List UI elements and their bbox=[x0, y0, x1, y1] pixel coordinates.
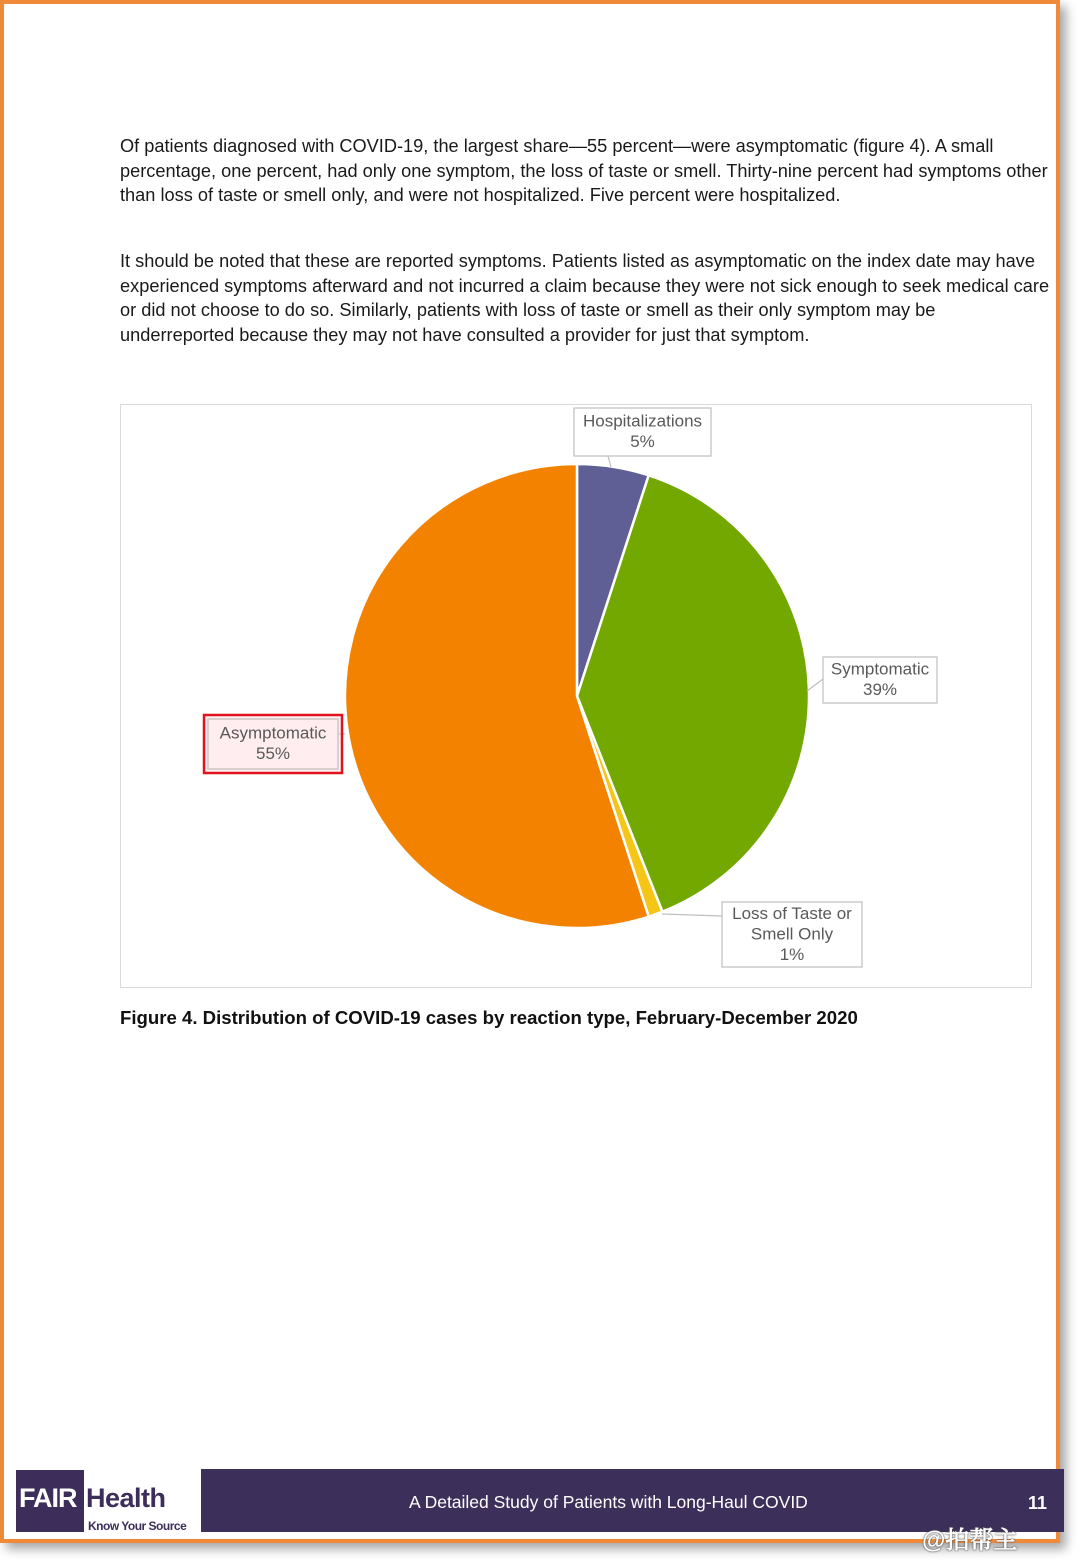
callout-leader-loss-of-taste-or-smell-only bbox=[662, 914, 722, 916]
pie-chart bbox=[121, 405, 1031, 987]
data-label-value-hospitalizations: 5% bbox=[630, 432, 655, 451]
logo-tagline: Know Your Source bbox=[88, 1519, 187, 1533]
data-label-value-asymptomatic: 55% bbox=[255, 744, 291, 763]
pie-chart-frame bbox=[120, 404, 1032, 988]
data-label-value-symptomatic: 39% bbox=[862, 680, 898, 699]
logo-fair-text: FAIR bbox=[19, 1483, 77, 1513]
watermark-text: @拍帮主 bbox=[922, 1527, 1018, 1554]
body-paragraph-1: Of patients diagnosed with COVID-19, the largest share—55 percent—were asymptomatic (figure 4). A small percentage, one percent, had only one symptom, the loss of taste or smell. Thirty-nine percent had symptoms other than loss of taste or smell only, and were not hospitalized. Five percent were hospitalized. bbox=[120, 136, 1048, 206]
figure-caption: Figure 4. Distribution of COVID-19 cases by reaction type, February-December 2020 bbox=[120, 1007, 858, 1028]
data-label-loss-of-taste-or-smell-only: Loss of Taste or bbox=[732, 903, 852, 923]
data-label-symptomatic: Symptomatic bbox=[830, 659, 930, 679]
body-paragraph-2: It should be noted that these are reported symptoms. Patients listed as asymptomatic on the index date may have experienced symptoms afterward and not incurred a claim because they were not sick enough to seek medical care or did not choose to do so. Similarly, patients with loss of taste or smell as their only symptom may be underreported because they may not have consulted a provider for just that symptom. bbox=[120, 251, 1050, 346]
logo-health-text: Health bbox=[86, 1483, 166, 1513]
page-number: 11 bbox=[1028, 1493, 1048, 1513]
data-label-hospitalizations: Hospitalizations bbox=[582, 411, 703, 431]
data-label-value-loss-of-taste-or-smell-only: 1% bbox=[779, 944, 805, 964]
data-label-asymptomatic: Asymptomatic bbox=[219, 723, 327, 743]
footer-title: A Detailed Study of Patients with Long-Haul COVID bbox=[409, 1492, 808, 1512]
data-label-loss-of-taste-or-smell-only: Smell Only bbox=[750, 924, 834, 944]
logo-fair-block bbox=[16, 1470, 84, 1532]
fair-health-logo bbox=[16, 1470, 194, 1534]
